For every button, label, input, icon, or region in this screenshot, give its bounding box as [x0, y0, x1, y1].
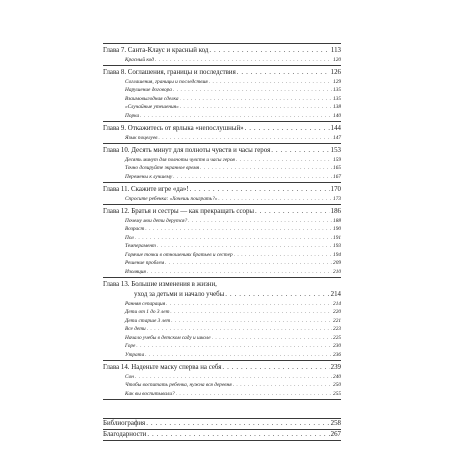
- section-page: 210: [333, 268, 341, 275]
- section-title: Горячие точки в отношениях братьев и сестер: [125, 251, 233, 258]
- chapter-title: Глава 14. Наденьте маску сперва на себя: [103, 363, 222, 371]
- dot-leader: [188, 217, 332, 226]
- dot-leader: [209, 78, 332, 87]
- section-page: 223: [333, 326, 341, 332]
- chapter-entry: [103, 66, 341, 120]
- chapter-page: 153: [330, 146, 341, 154]
- chapter: [103, 124, 341, 134]
- dot-leader: [237, 68, 330, 78]
- section-page: 255: [333, 390, 341, 397]
- chapter-entry: [103, 278, 341, 359]
- section-page: 240: [333, 373, 341, 380]
- section-title: Взаимовыгодная сделка: [125, 95, 179, 102]
- dot-leader: [209, 46, 330, 56]
- dot-leader: [170, 308, 332, 317]
- chapter-title: Глава 11. Скажите игре «да»!: [103, 185, 189, 193]
- section-title: Почему мои дети дерутся?: [125, 217, 188, 224]
- section-page: 214: [333, 300, 341, 307]
- chapter-page: 170: [330, 185, 341, 193]
- chapter-entry: [103, 44, 341, 64]
- section-page: 191: [333, 234, 341, 241]
- section-title: Язык поцелуев: [125, 134, 158, 141]
- section-title: Горе: [125, 343, 136, 349]
- section-title: Сон: [125, 373, 134, 380]
- section-title: Пол: [125, 234, 134, 241]
- section-page: 129: [333, 78, 341, 85]
- chapter: [103, 185, 341, 195]
- section: [103, 103, 341, 112]
- dot-leader: [145, 225, 332, 234]
- section: [103, 317, 341, 326]
- chapter: [103, 146, 341, 156]
- section-title: Ранняя сепарация: [125, 300, 166, 307]
- chapter: [103, 207, 341, 217]
- section-title: Спросите ребенка: «Хочешь поиграть?»: [125, 195, 218, 202]
- chapter-entry: [103, 361, 341, 398]
- section-title: Возраст: [125, 226, 145, 232]
- dot-leader: [180, 95, 333, 104]
- section: [103, 134, 341, 143]
- dot-leader: [135, 373, 332, 382]
- dot-leader: [222, 363, 329, 373]
- chapter-title: Глава 12. Братья и сестры — как прекращать ссоры: [103, 207, 255, 215]
- section-page: 138: [333, 104, 341, 110]
- dot-leader: [145, 351, 332, 360]
- chapter-page: 214: [330, 290, 341, 298]
- section-page: 165: [333, 165, 341, 171]
- back-matter-title: Библиография: [103, 420, 146, 427]
- dot-leader: [140, 112, 332, 121]
- section-page: 209: [333, 260, 341, 266]
- section-title: Темперамент: [125, 243, 156, 249]
- section-title: Начало учебы в детском саду и школе: [125, 334, 211, 341]
- dot-leader: [171, 317, 332, 326]
- section: [103, 112, 341, 121]
- section-page: 188: [333, 217, 341, 224]
- section: [103, 195, 341, 204]
- section-page: 225: [333, 334, 341, 341]
- section-title: Красный код: [125, 56, 154, 63]
- dot-leader: [136, 342, 332, 351]
- dot-leader: [233, 381, 332, 390]
- section-title: Точно дозируйте экранное время: [125, 165, 200, 171]
- chapter: [103, 46, 341, 56]
- section-page: 167: [333, 173, 341, 180]
- dot-leader: [146, 419, 329, 429]
- table-of-contents: [103, 43, 341, 441]
- dot-leader: [157, 242, 332, 251]
- section: [103, 173, 341, 182]
- section: [103, 56, 341, 65]
- section-page: 173: [333, 195, 341, 202]
- spacer: [103, 400, 341, 418]
- chapter-page: 186: [330, 207, 341, 215]
- section: [103, 86, 341, 95]
- chapter-title: Глава 9. Откажитесь от ярлыка «непослушный»: [103, 124, 244, 132]
- dot-leader: [173, 173, 332, 182]
- dot-leader: [166, 300, 332, 309]
- section-title: Соглашения, границы и последствия: [125, 78, 208, 85]
- dot-leader: [255, 207, 330, 217]
- section: [103, 259, 341, 268]
- section-page: 120: [333, 56, 341, 63]
- dot-leader: [147, 430, 329, 440]
- section: [103, 308, 341, 317]
- section: [103, 251, 341, 260]
- dot-leader: [190, 185, 330, 195]
- dot-leader: [180, 103, 332, 112]
- section-page: 190: [333, 226, 341, 232]
- section: [103, 234, 341, 243]
- chapter-title-cont: уход за детьми и начало учебы: [134, 290, 225, 298]
- section: [103, 164, 341, 173]
- section-page: 135: [333, 87, 341, 93]
- section: [103, 381, 341, 390]
- chapter-page: 144: [330, 124, 341, 132]
- dot-leader: [212, 334, 332, 343]
- back-matter: [103, 430, 341, 440]
- chapter: [103, 363, 341, 373]
- section-page: 140: [333, 112, 341, 119]
- dot-leader: [165, 259, 332, 268]
- section-page: 147: [333, 134, 341, 141]
- chapter-page: 126: [330, 68, 341, 76]
- dot-leader: [245, 124, 330, 134]
- section: [103, 351, 341, 360]
- dot-leader: [173, 86, 332, 95]
- dot-leader: [158, 134, 332, 143]
- back-matter-page: 267: [330, 431, 341, 438]
- section-title: Как вы воспитывали?: [125, 390, 175, 397]
- section-title: Нарушение договора: [125, 87, 172, 93]
- chapter-entry: [103, 205, 341, 276]
- chapter-entry: [103, 122, 341, 142]
- section-title: Перемены к лучшему: [125, 173, 173, 180]
- section-title: Все дети: [125, 326, 146, 332]
- section: [103, 156, 341, 165]
- section-page: 159: [333, 156, 341, 163]
- dot-leader: [271, 146, 329, 156]
- dot-leader: [176, 390, 332, 399]
- section: [103, 225, 341, 234]
- chapter-title: Глава 8. Соглашения, границы и последствия: [103, 68, 236, 76]
- section: [103, 373, 341, 382]
- dot-leader: [234, 251, 332, 260]
- dot-leader: [155, 56, 332, 65]
- section-page: 135: [333, 95, 341, 102]
- section-title: Десять минут для полноты чувств и часы героя: [125, 156, 235, 163]
- section-page: 230: [333, 343, 341, 349]
- section: [103, 334, 341, 343]
- chapter-page: 239: [330, 363, 341, 371]
- section: [103, 268, 341, 277]
- back-rule: [103, 440, 341, 441]
- section-title: Дети от 1 до 3 лет: [125, 309, 170, 315]
- section-title: Изоляция: [125, 268, 146, 275]
- section: [103, 78, 341, 87]
- section-page: 220: [333, 309, 341, 315]
- section-page: 194: [333, 251, 341, 258]
- dot-leader: [200, 164, 332, 173]
- section: [103, 242, 341, 251]
- chapter: [103, 68, 341, 78]
- chapter-entry: [103, 183, 341, 203]
- section-title: Утрата: [125, 351, 145, 358]
- back-matter-page: 258: [330, 420, 341, 427]
- dot-leader: [236, 156, 332, 165]
- chapter-entry: [103, 144, 341, 181]
- section: [103, 217, 341, 226]
- section-title: Решение проблем: [125, 260, 165, 266]
- section: [103, 342, 341, 351]
- back-matter: [103, 419, 341, 429]
- back-matter-title: Благодарности: [103, 431, 147, 438]
- section-title: Порка: [125, 112, 140, 119]
- dot-leader: [147, 268, 332, 277]
- dot-leader: [147, 325, 332, 334]
- section-title: Дети старше 3 лет: [125, 317, 171, 324]
- chapter-title: Глава 10. Десять минут для полноты чувств и часы героя: [103, 146, 271, 154]
- section-page: 250: [333, 382, 341, 388]
- section: [103, 95, 341, 104]
- dot-leader: [135, 234, 332, 243]
- section: [103, 390, 341, 399]
- chapter-title-row: [103, 280, 341, 290]
- chapter-title: Глава 13. Большие изменения в жизни,: [103, 280, 217, 288]
- chapter-title: Глава 7. Санта-Клаус и красный код: [103, 46, 209, 54]
- chapter-title-cont-row: [103, 290, 341, 300]
- section-title: «Случайные утешения»: [125, 104, 179, 110]
- section-title: Чтобы воспитать ребенка, нужна вся деревня: [125, 382, 232, 388]
- section: [103, 325, 341, 334]
- section-page: 193: [333, 243, 341, 249]
- dot-leader: [218, 195, 332, 204]
- dot-leader: [225, 290, 329, 300]
- section-page: 236: [333, 351, 341, 358]
- section-page: 221: [333, 317, 341, 324]
- section: [103, 300, 341, 309]
- chapter-page: 113: [330, 46, 341, 54]
